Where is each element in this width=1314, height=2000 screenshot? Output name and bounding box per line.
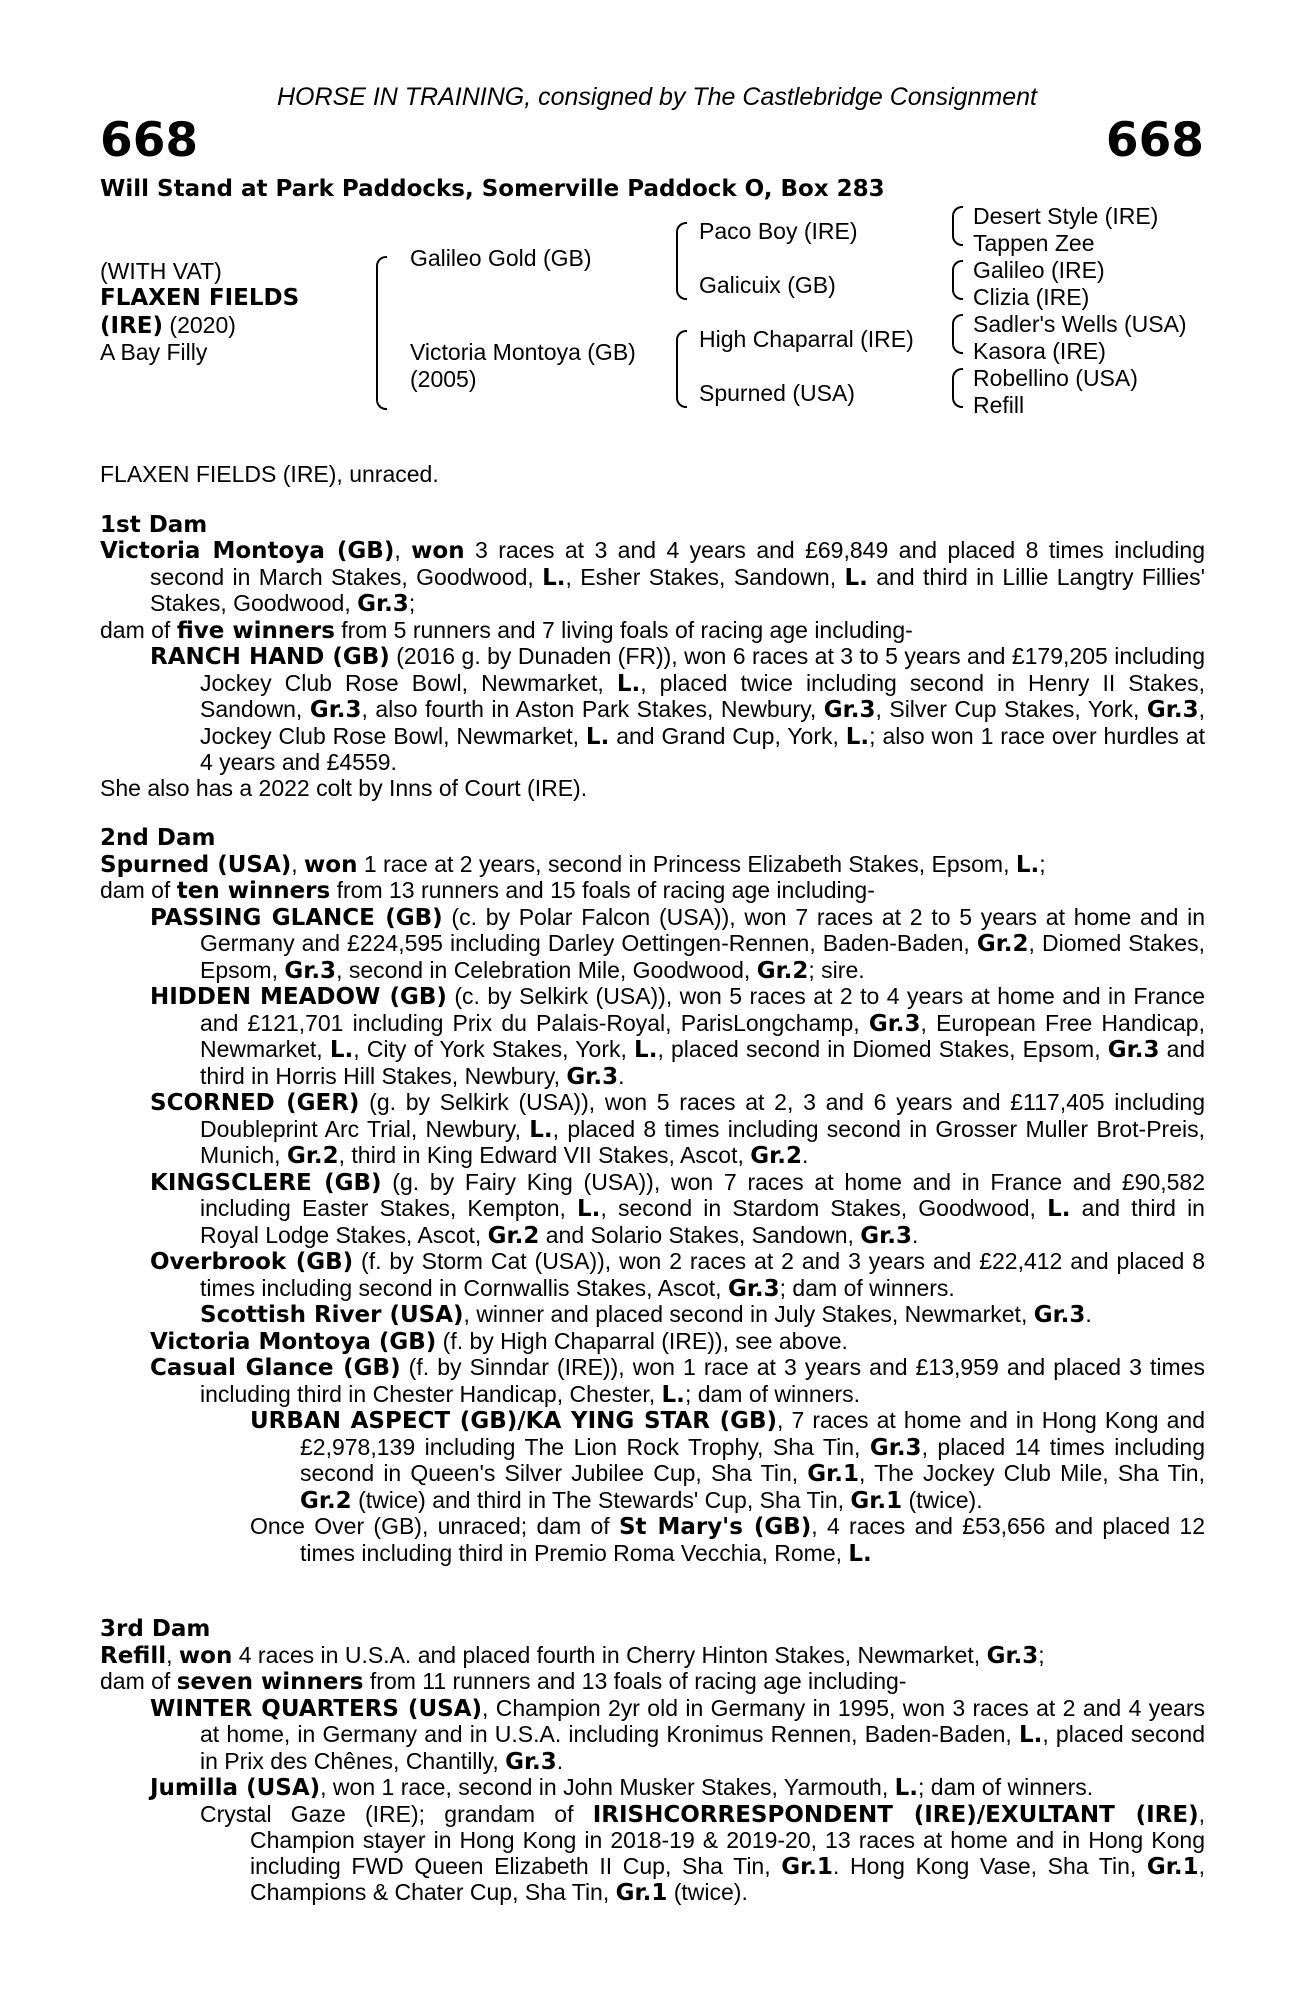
pedigree-sds: Galileo (IRE) [973,257,1105,283]
pedigree-brace-dam [676,330,687,408]
second-dam-grandchild-urban-aspect: URBAN ASPECT (GB)/KA YING STAR (GB), 7 races at home and in Hong Kong and £2,978,139 including The Lion Rock Trophy, Sha Tin, Gr.3, placed 14 times including second in Queen's Silver Jubilee Cup, Sha Tin, Gr.1, The Jockey Club Mile, Sha Tin, Gr.2 (twice) and third in The Stewards' Cup, Sha Tin, Gr.1 (twice). [250,1407,1205,1514]
pedigree-dds: Robellino (USA) [973,365,1138,391]
second-dam-runner-casual-glance: Casual Glance (GB) (f. by Sinndar (IRE)), won 1 race at 3 years and £13,959 and placed 3 times including third in Chester Handicap, Chester, L.; dam of winners. [150,1354,1205,1408]
pedigree-brace-main [376,256,387,410]
third-dam-runner-winter-quarters: WINTER QUARTERS (USA), Champion 2yr old in Germany in 1995, won 3 races at 2 and 4 years at home, in Germany and in U.S.A. including Kronimus Rennen, Baden-Baden, L., placed second in Prix des Chênes, Chantilly, Gr.3. [150,1694,1205,1775]
pedigree-dam-sire: High Chaparral (IRE) [699,326,914,352]
horse-sex: A Bay Filly [100,339,208,365]
first-dam-runner-ranch-hand: RANCH HAND (GB) (2016 g. by Dunaden (FR)), won 6 races at 3 to 5 years and £179,205 including Jockey Club Rose Bowl, Newmarket, L., placed twice including second in Henry II Stakes, Sandown, Gr.3, also fourth in Aston Park Stakes, Newbury, Gr.3, Silver Cup Stakes, York, Gr.3, Jockey Club Rose Bowl, Newmarket, L. and Grand Cup, York, L.; also won 1 race over hurdles at 4 years and £4559. [150,643,1205,775]
pedigree-dss: Sadler's Wells (USA) [973,311,1187,337]
second-dam-heading: 2nd Dam [100,825,216,851]
pedigree-brace-sd [952,260,963,300]
second-dam-runner-overbrook: Overbrook (GB) (f. by Storm Cat (USA)), won 2 races at 2 and 3 years and £22,412 and placed 8 times including second in Cornwallis Stakes, Ascot, Gr.3; dam of winners. [150,1248,1206,1302]
horse-name: FLAXEN FIELDS [100,285,300,311]
pedigree-ddd: Refill [973,392,1025,418]
vat-label: (WITH VAT) [100,258,222,284]
third-dam-runner-jumilla: Jumilla (USA), won 1 race, second in John Musker Stakes, Yarmouth, L.; dam of winners. [150,1774,1094,1801]
pedigree-dsd: Kasora (IRE) [973,338,1106,364]
second-dam-runner-hidden-meadow: HIDDEN MEADOW (GB) (c. by Selkirk (USA)), won 5 races at 2 to 4 years at home and in France and £121,701 including Prix du Palais-Royal, ParisLongchamp, Gr.3, European Free Handicap, Newmarket, L., City of York Stakes, York, L., placed second in Diomed Stakes, Epsom, Gr.3 and third in Horris Hill Stakes, Newbury, Gr.3. [150,983,1205,1090]
pedigree-brace-dd [952,368,963,408]
pedigree-sss: Desert Style (IRE) [973,203,1159,229]
horse-year: (2020) [163,312,236,338]
pedigree-dam-year: (2005) [410,366,477,392]
pedigree-sire: Galileo Gold (GB) [410,245,592,271]
pedigree-sire-sire: Paco Boy (IRE) [699,218,858,244]
lot-number-right: 668 [1105,113,1204,168]
second-dam-produce: dam of ten winners from 13 runners and 15 foals of racing age including- [100,877,875,904]
pedigree-ssd: Tappen Zee [973,230,1095,256]
first-dam-footer: She also has a 2022 colt by Inns of Court (IRE). [100,774,588,801]
horse-origin: (IRE) [100,313,164,339]
third-dam-heading: 3rd Dam [100,1616,211,1642]
second-dam-grandchild-scottish-river: Scottish River (USA), winner and placed second in July Stakes, Newmarket, Gr.3. [200,1301,1092,1328]
consignor-line: HORSE IN TRAINING, consigned by The Castlebridge Consignment [276,83,1038,111]
catalogue-body [100,462,1205,1907]
second-dam-runner-victoria-montoya: Victoria Montoya (GB) (f. by High Chaparral (IRE)), see above. [150,1327,848,1355]
horse-name-line2 [100,312,236,340]
intro-line: FLAXEN FIELDS (IRE), unraced. [100,461,439,487]
third-dam-grandchild-crystal-gaze: Crystal Gaze (IRE); grandam of IRISHCORRESPONDENT (IRE)/EXULTANT (IRE), Champion stayer in Hong Kong in 2018-19 & 2019-20, 13 races at home and in Hong Kong including FWD Queen Elizabeth II Cup, Sha Tin, Gr.1. Hong Kong Vase, Sha Tin, Gr.1, Champions & Chater Cup, Sha Tin, Gr.1 (twice). [200,1800,1205,1906]
second-dam-runner-kingsclere: KINGSCLERE (GB) (g. by Fairy King (USA)), won 7 races at home and in France and £90,582 including Easter Stakes, Kempton, L., second in Stardom Stakes, Goodwood, L. and third in Royal Lodge Stakes, Ascot, Gr.2 and Solario Stakes, Sandown, Gr.3. [150,1168,1205,1249]
second-dam-runner-passing-glance: PASSING GLANCE (GB) (c. by Polar Falcon (USA)), won 7 races at 2 to 5 years at home and in Germany and £224,595 including Darley Oettingen-Rennen, Baden-Baden, Gr.2, Diomed Stakes, Epsom, Gr.3, second in Celebration Mile, Goodwood, Gr.2; sire. [150,903,1206,984]
pedigree-sdd: Clizia (IRE) [973,284,1090,310]
pedigree-dam: Victoria Montoya (GB) [410,339,636,365]
first-dam-heading: 1st Dam [100,511,208,538]
third-dam-record: Refill, won 4 races in U.S.A. and placed fourth in Cherry Hinton Stakes, Newmarket, Gr.3; [100,1641,1045,1669]
third-dam-produce: dam of seven winners from 11 runners and 13 foals of racing age including- [100,1668,907,1695]
pedigree-brace-ds [952,314,963,354]
pedigree-sire-dam: Galicuix (GB) [699,272,836,298]
lot-number-left: 668 [100,113,199,168]
second-dam-record: Spurned (USA), won 1 race at 2 years, second in Princess Elizabeth Stakes, Epsom, L.; [100,850,1046,878]
pedigree-brace-ss [952,206,963,246]
second-dam-grandchild-once-over: Once Over (GB), unraced; dam of St Mary's (GB), 4 races and £53,656 and placed 12 times including third in Premio Roma Vecchia, Rome, L. [250,1513,1206,1567]
first-dam-produce: dam of five winners from 5 runners and 7 living foals of racing age including- [100,616,913,644]
stand-location: Will Stand at Park Paddocks, Somerville Paddock O, Box 283 [100,176,885,202]
second-dam-runner-scorned: SCORNED (GER) (g. by Selkirk (USA)), won 5 races at 2, 3 and 6 years and £117,405 including Doubleprint Arc Trial, Newbury, L., placed 8 times including second in Grosser Muller Brot-Preis, Munich, Gr.2, third in King Edward VII Stakes, Ascot, Gr.2. [150,1089,1205,1169]
pedigree-dam-dam: Spurned (USA) [699,380,855,406]
first-dam-record: Victoria Montoya (GB), won 3 races at 3 and 4 years and £69,849 and placed 8 times including second in March Stakes, Goodwood, L., Esher Stakes, Sandown, L. and third in Lillie Langtry Fillies' Stakes, Goodwood, Gr.3; [100,537,1205,617]
pedigree-brace-sire [676,222,687,300]
